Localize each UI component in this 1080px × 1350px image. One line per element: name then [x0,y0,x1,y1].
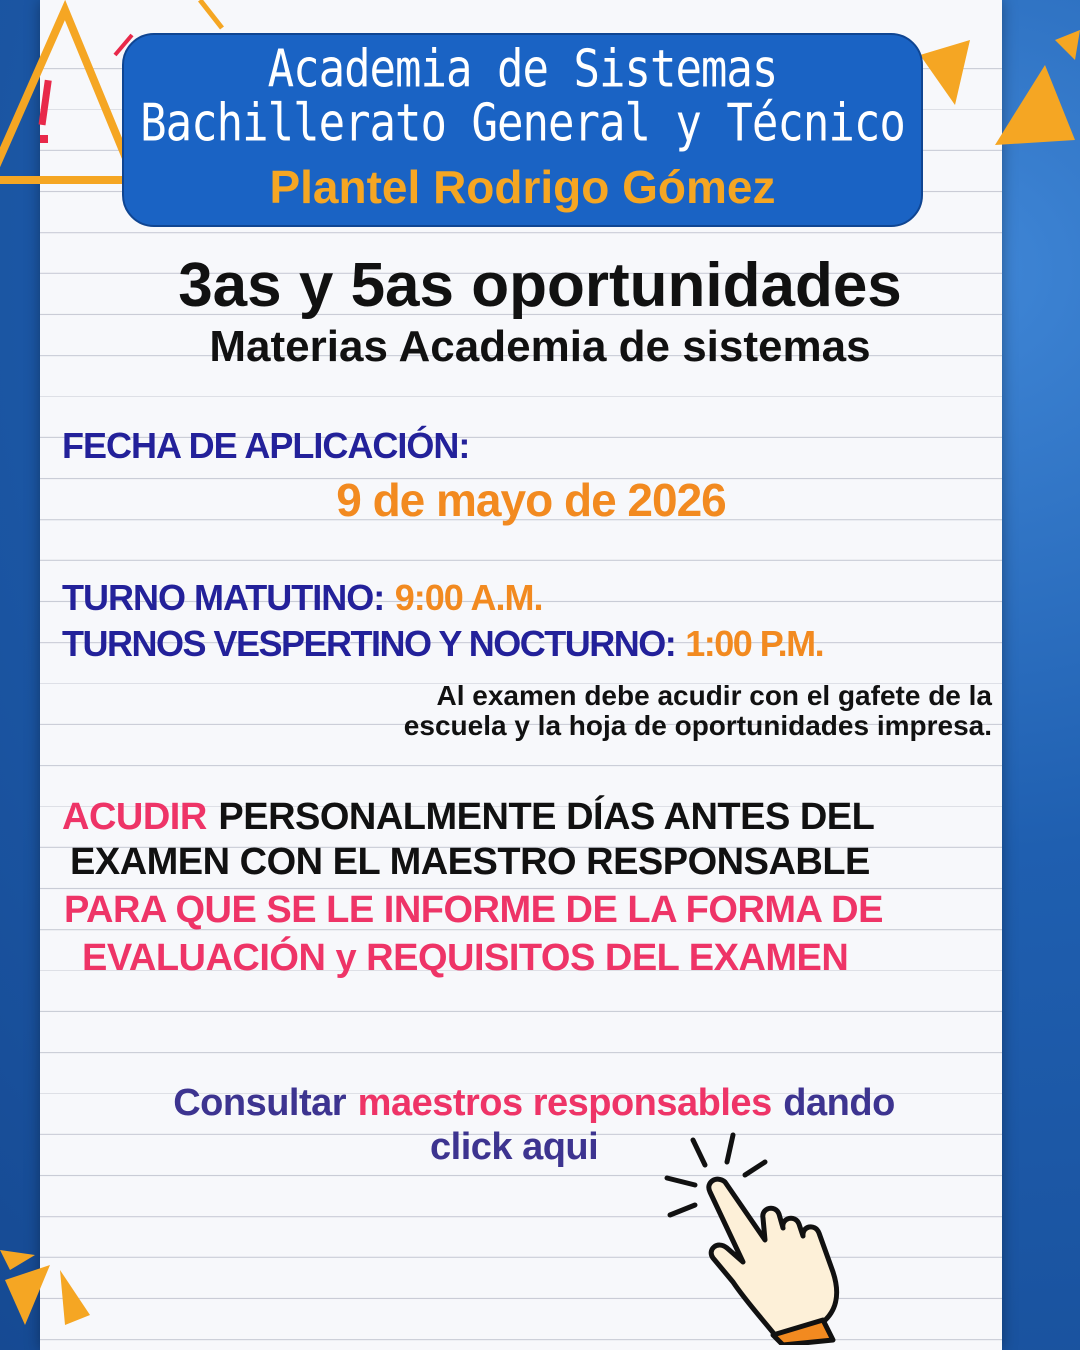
turno-matutino-label: TURNO MATUTINO: [62,577,385,618]
aviso-line4: EVALUACIÓN y REQUISITOS DEL EXAMEN [82,937,849,979]
aviso-acudir: ACUDIR [62,796,207,838]
turno-matutino [62,577,542,619]
page-subtitle: Materias Academia de sistemas [209,322,871,371]
aviso-line3: PARA QUE SE LE INFORME DE LA FORMA DE [64,889,883,931]
header-banner [122,33,923,227]
header-plantel: Plantel Rodrigo Gómez [269,161,776,213]
turno-vespertino-label: TURNOS VESPERTINO Y NOCTURNO: [62,623,676,664]
header-bachillerato: Bachillerato General y Técnico [140,93,905,154]
confetti-triangle-icon [915,30,1080,190]
turno-vespertino [62,623,823,665]
pointing-hand-icon[interactable] [655,1130,890,1345]
consulta-link[interactable] [0,1080,1068,1125]
consulta-part3: dando [783,1082,895,1124]
aviso-line1-rest: PERSONALMENTE DÍAS ANTES DEL [218,796,875,838]
turno-vespertino-time: 1:00 P.M. [685,623,824,664]
requisito-line1: Al examen debe acudir con el gafete de la [436,680,992,711]
aviso-line1 [62,794,874,839]
consulta-part1: Consultar [173,1082,347,1124]
header-academia: Academia de Sistemas [267,39,778,100]
aviso-line2: EXAMEN CON EL MAESTRO RESPONSABLE [70,841,870,883]
consulta-part2: maestros responsables [357,1082,772,1124]
requisito-line2: escuela y la hoja de oportunidades impresa. [403,710,992,741]
fecha-label: FECHA DE APLICACIÓN: [62,425,470,466]
click-aqui-link[interactable]: click aqui [430,1126,599,1168]
fecha-value: 9 de mayo de 2026 [336,474,726,526]
turno-matutino-time: 9:00 A.M. [394,577,543,618]
confetti-triangle-icon [0,1240,100,1330]
page-title: 3as y 5as oportunidades [178,251,902,320]
